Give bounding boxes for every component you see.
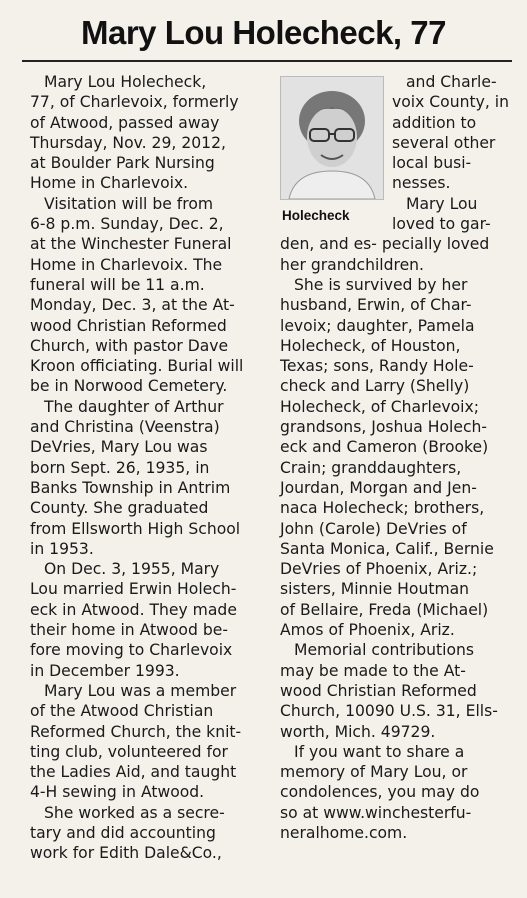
text-line: Jourdan, Morgan and Jen- (280, 478, 477, 497)
paragraph: Mary Lou loved to gar- den, and es- pecially loved her grandchildren. (280, 194, 491, 274)
text-line: sisters, Minnie Houtman (280, 580, 470, 599)
photo-block (280, 76, 384, 226)
text-line: ting club, volunteered for (30, 742, 228, 761)
text-line: Amos of Phoenix, Ariz. (280, 621, 455, 640)
text-line: If you want to share a (294, 742, 465, 761)
text-line: may be made to the At- (280, 661, 466, 680)
text-line: Memorial contributions (294, 641, 474, 660)
text-line: She worked as a secre- (44, 803, 225, 822)
text-line: funeral will be 11 a.m. (30, 275, 205, 294)
text-line: 4-H sewing in Atwood. (30, 783, 205, 802)
text-line: check and Larry (Shelly) (280, 377, 470, 396)
text-line: Lou married Erwin Holech- (30, 580, 237, 599)
text-line: Holecheck, of Houston, (280, 336, 461, 355)
text-line: 77, of Charlevoix, formerly (30, 93, 239, 112)
text-line: be in Norwood Cemetery. (30, 377, 228, 396)
text-line: John (Carole) DeVries of (280, 519, 467, 538)
text-line: naca Holecheck; brothers, (280, 499, 485, 518)
text-line: Texas; sons, Randy Hole- (280, 357, 474, 376)
text-line: of Atwood, passed away (30, 113, 220, 132)
text-line: levoix; daughter, Pamela (280, 316, 475, 335)
text-line: and Christina (Veenstra) (30, 418, 220, 437)
text-line: wood Christian Reformed (30, 316, 227, 335)
text-line: fore moving to Charlevoix (30, 641, 233, 660)
text-line: born Sept. 26, 1935, in (30, 458, 210, 477)
text-line: their home in Atwood be- (30, 621, 228, 640)
text-line: work for Edith Dale&Co., (30, 844, 222, 863)
text-line: at Boulder Park Nursing (30, 154, 215, 173)
text-line: Reformed Church, the knit- (30, 722, 242, 741)
text-line: memory of Mary Lou, or (280, 763, 468, 782)
text-line: in 1953. (30, 539, 94, 558)
paragraph (280, 742, 520, 843)
text-line: so at www.winchesterfu- (280, 803, 472, 822)
paragraph (30, 681, 260, 803)
text-line: The daughter of Arthur (44, 397, 224, 416)
text-line: of the Atwood Christian (30, 702, 214, 721)
text-line: Mary Lou Holecheck, (44, 73, 207, 91)
text-line: 6-8 p.m. Sunday, Dec. 2, (30, 215, 224, 234)
text-line: neralhome.com. (280, 823, 408, 842)
text-line: Church, with pastor Dave (30, 336, 229, 355)
text-line: On Dec. 3, 1955, Mary (44, 560, 220, 579)
text-line: eck and Cameron (Brooke) (280, 438, 489, 457)
paragraph: and Charle- voix County, in addition to several other local busi- nesses. (392, 73, 509, 193)
text-line: Home in Charlevoix. (30, 174, 189, 193)
text-line: Mary Lou was a member (44, 681, 237, 700)
text-line: from Ellsworth High School (30, 519, 241, 538)
text-line: Monday, Dec. 3, at the At- (30, 296, 235, 315)
text-line: Banks Township in Antrim (30, 478, 231, 497)
text-line: of Bellaire, Freda (Michael) (280, 600, 489, 619)
text-line: in December 1993. (30, 661, 180, 680)
text-line: Thursday, Nov. 29, 2012, (30, 133, 226, 152)
text-line: Crain; granddaughters, (280, 458, 462, 477)
obituary-title: Mary Lou Holecheck, 77 (81, 14, 446, 51)
photo-caption: Holecheck (282, 208, 350, 223)
paragraph (30, 194, 260, 397)
text-line: Visitation will be from (44, 194, 214, 213)
title-rule (22, 60, 512, 62)
text-line: DeVries of Phoenix, Ariz.; (280, 560, 478, 579)
paragraph (280, 640, 520, 741)
text-line: tary and did accounting (30, 823, 216, 842)
text-line: condolences, you may do (280, 783, 480, 802)
paragraph (30, 72, 260, 194)
text-line: County. She graduated (30, 499, 209, 518)
text-line: husband, Erwin, of Char- (280, 296, 472, 315)
text-line: eck in Atwood. They made (30, 600, 237, 619)
portrait-photo (280, 76, 384, 200)
paragraph (30, 559, 260, 681)
text-line: Holecheck, of Charlevoix; (280, 397, 479, 416)
portrait-icon (281, 77, 383, 199)
text-line: the Ladies Aid, and taught (30, 763, 237, 782)
paragraph (30, 397, 260, 559)
text-line: Home in Charlevoix. The (30, 255, 223, 274)
text-line: Church, 10090 U.S. 31, Ells- (280, 702, 498, 721)
text-line: at the Winchester Funeral (30, 235, 232, 254)
text-line: Santa Monica, Calif., Bernie (280, 539, 494, 558)
right-column (280, 72, 520, 843)
paragraph (280, 275, 520, 640)
text-line: Kroon officiating. Burial will (30, 357, 244, 376)
paragraph (30, 803, 260, 864)
text-line: worth, Mich. 49729. (280, 722, 436, 741)
text-line: wood Christian Reformed (280, 681, 477, 700)
text-line: DeVries, Mary Lou was (30, 438, 208, 457)
left-column (30, 72, 260, 864)
text-line: grandsons, Joshua Holech- (280, 418, 488, 437)
text-line: She is survived by her (294, 275, 468, 294)
